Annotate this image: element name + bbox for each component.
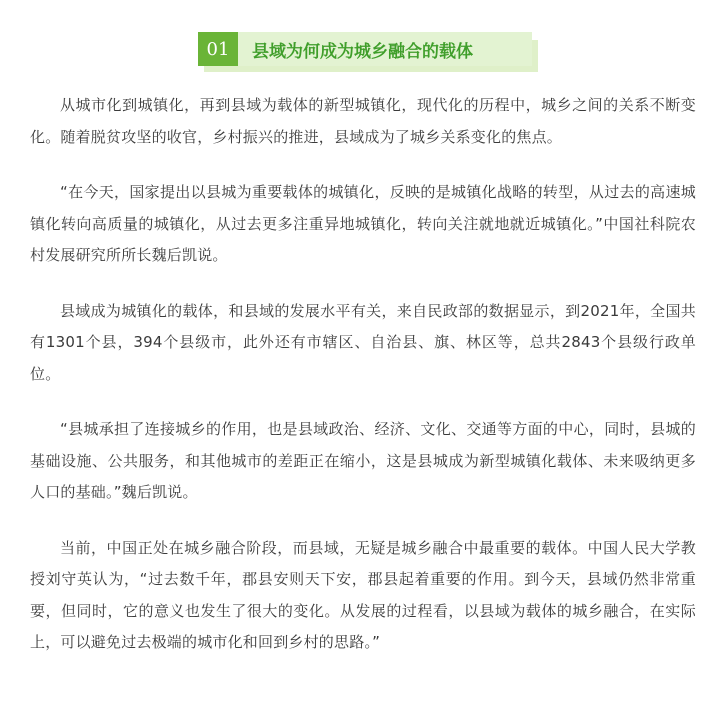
header-bar bbox=[198, 32, 532, 66]
section-header bbox=[198, 32, 538, 72]
section-number: 01 bbox=[198, 32, 238, 66]
paragraph-5: 当前，中国正处在城乡融合阶段，而县域，无疑是城乡融合中最重要的载体。中国人民大学教授刘守英认为，“过去数千年，郡县安则天下安，郡县起着重要的作用。到今天，县域仍然非常重要，但同时，它的意义也发生了很大的变化。从发展的过程看，以县域为载体的城乡融合，在实际上，可以避免过去极端的城市化和回到乡村的思路。” bbox=[30, 538, 696, 651]
article-body bbox=[30, 90, 696, 683]
paragraph-4: “县城承担了连接城乡的作用，也是县域政治、经济、文化、交通等方面的中心，同时，县城的基础设施、公共服务，和其他城市的差距正在缩小，这是县城成为新型城镇化载体、未来吸纳更多人口的基础。”魏后凯说。 bbox=[30, 420, 696, 501]
paragraph-1: 从城市化到城镇化，再到县域为载体的新型城镇化，现代化的历程中，城乡之间的关系不断变化。随着脱贫攻坚的收官，乡村振兴的推进，县域成为了城乡关系变化的焦点。 bbox=[30, 96, 696, 146]
paragraph-2: “在今天，国家提出以县城为重要载体的城镇化，反映的是城镇化战略的转型，从过去的高速城镇化转向高质量的城镇化，从过去更多注重异地城镇化，转向关注就地就近城镇化。”中国社科院农村发展研究所所长魏后凯说。 bbox=[30, 183, 696, 264]
section-title: 县域为何成为城乡融合的载体 bbox=[252, 41, 473, 62]
paragraph-3: 县域成为城镇化的载体，和县域的发展水平有关，来自民政部的数据显示，到2021年，全国共有1301个县，394个县级市，此外还有市辖区、自治县、旗、林区等，总共2843个县级行政单位。 bbox=[30, 301, 696, 383]
